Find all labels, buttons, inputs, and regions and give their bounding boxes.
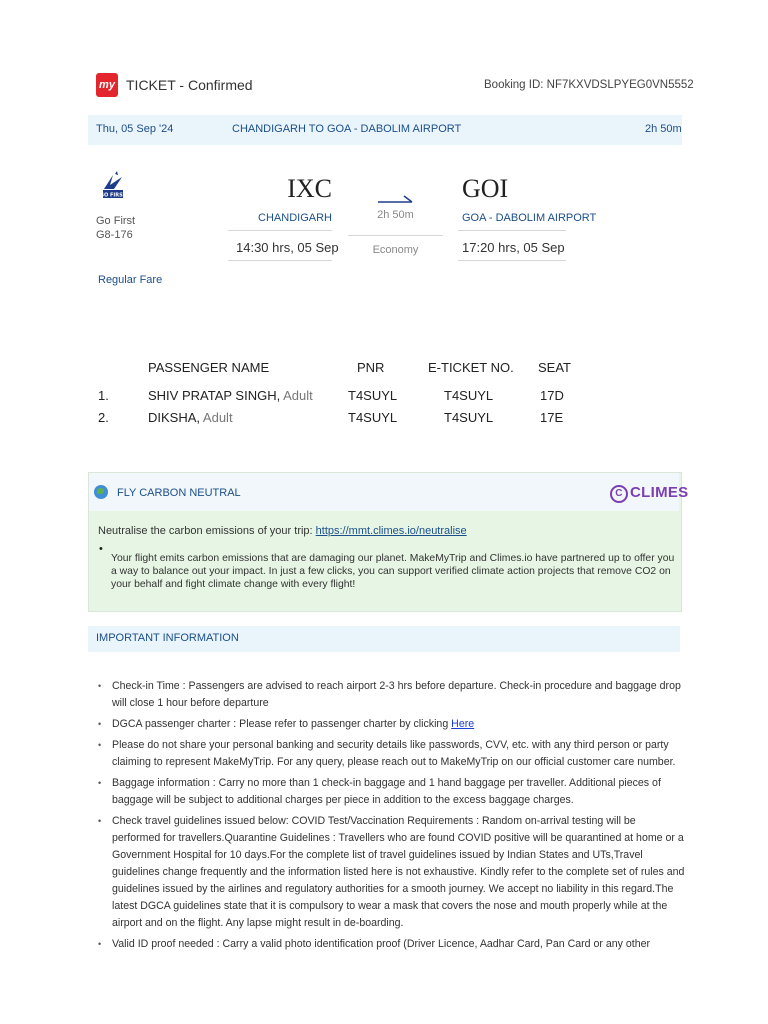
fare-type: Regular Fare bbox=[98, 274, 163, 286]
bullet-icon: • bbox=[99, 543, 103, 555]
arrival-city: GOA - DABOLIM AIRPORT bbox=[462, 212, 597, 224]
passenger-name-text: SHIV PRATAP SINGH, bbox=[148, 388, 281, 403]
trip-route: CHANDIGARH TO GOA - DABOLIM AIRPORT bbox=[232, 123, 462, 135]
info-item bbox=[96, 716, 686, 733]
passenger-name-text: DIKSHA, bbox=[148, 410, 201, 425]
info-item: • Please do not share your personal banking and security details like passwords, CVV, etc. with any third person or party claiming to represent MakeMyTrip. For any query, please reach out to MakeMyTrip on our official customer care number. bbox=[96, 737, 686, 771]
divider bbox=[458, 230, 566, 231]
divider bbox=[348, 235, 443, 236]
passenger-type: Adult bbox=[283, 388, 313, 403]
passenger-eticket: T4SUYL bbox=[444, 388, 494, 403]
passenger-pnr: T4SUYL bbox=[348, 410, 398, 425]
departure-time: 14:30 hrs, 05 Sep bbox=[236, 240, 339, 255]
departure-code: IXC bbox=[287, 174, 332, 203]
neutralise-link[interactable]: https://mmt.climes.io/neutralise bbox=[315, 525, 467, 537]
carbon-description: Your flight emits carbon emissions that are damaging our planet. MakeMyTrip and Climes.io have partnered up to offer you a way to balance out your impact. In just a few clicks, you can support verified climate action projects that remove CO2 on your behalf and fight climate change with every flight! bbox=[111, 553, 675, 590]
passenger-seat: 17D bbox=[540, 388, 564, 403]
trip-date: Thu, 05 Sep '24 bbox=[96, 123, 174, 135]
info-item: • Baggage information : Carry no more than 1 check-in baggage and 1 hand baggage per traveller. Additional pieces of baggage will be subject to additional charges per piece in addition to the excess baggage charges. bbox=[96, 775, 686, 809]
passenger-name bbox=[148, 410, 233, 425]
departure-city: CHANDIGARH bbox=[258, 212, 332, 224]
info-item-text: DGCA passenger charter : Please refer to passenger charter by clicking bbox=[112, 718, 452, 730]
passenger-pnr: T4SUYL bbox=[348, 388, 398, 403]
trip-duration: 2h 50m bbox=[645, 123, 682, 135]
important-info-title: IMPORTANT INFORMATION bbox=[96, 632, 239, 644]
info-item: • Check travel guidelines issued below: COVID Test/Vaccination Requirements : Random on-arrival testing will be performed for travellers.Quarantine Guidelines : Travellers who are found COVID positive will be quarantined at home or a Government Hospital for 10 days.For the complete list of travel guidelines issued by Indian States and UTs,Travel guidelines change frequently and the information listed here is not exhaustive. Kindly refer to the complete set of rules and guidelines issued by the airlines and regulatory authorities for a smooth journey. We accept no liability in this regard.The latest DGCA guidelines state that it is compulsory to wear a mask that covers the nose and mouth properly while at the airport and on the flight. Any lapse might result in de-boarding. bbox=[96, 813, 686, 932]
arrival-time: 17:20 hrs, 05 Sep bbox=[462, 240, 565, 255]
passenger-seat: 17E bbox=[540, 410, 564, 425]
passenger-charter-link[interactable]: Here bbox=[451, 718, 475, 730]
ticket-status-title: TICKET - Confirmed bbox=[126, 77, 253, 93]
divider bbox=[228, 230, 332, 231]
neutralise-text: Neutralise the carbon emissions of your trip: bbox=[98, 525, 316, 537]
col-header-seat: SEAT bbox=[538, 360, 571, 375]
globe-icon bbox=[94, 485, 108, 499]
climes-logo-text: CLIMES bbox=[630, 484, 689, 501]
neutralise-intro bbox=[98, 525, 467, 537]
climes-logo bbox=[610, 484, 688, 503]
airline-logo-text: GO FIRST bbox=[100, 192, 126, 199]
flight-number: G8-176 bbox=[96, 229, 133, 241]
passenger-name bbox=[148, 388, 313, 403]
flight-duration: 2h 50m bbox=[377, 209, 414, 221]
col-header-eticket: E-TICKET NO. bbox=[428, 360, 514, 375]
go-first-logo-icon bbox=[100, 171, 126, 201]
col-header-pnr: PNR bbox=[357, 360, 385, 375]
passenger-type: Adult bbox=[202, 410, 233, 425]
passenger-eticket: T4SUYL bbox=[444, 410, 494, 425]
info-item: • Check-in Time : Passengers are advised to reach airport 2-3 hrs before departure. Check-in procedure and baggage drop will close 1 hour before departure bbox=[96, 678, 686, 712]
airline-name: Go First bbox=[96, 215, 136, 227]
booking-id: Booking ID: NF7KXVDSLPYEG0VN5552 bbox=[484, 79, 694, 91]
col-header-passenger-name: PASSENGER NAME bbox=[148, 360, 270, 375]
divider bbox=[228, 260, 332, 261]
info-item: • Valid ID proof needed : Carry a valid photo identification proof (Driver Licence, Aadhar Card, Pan Card or any other bbox=[96, 936, 686, 953]
divider bbox=[458, 260, 566, 261]
makemytrip-logo: my bbox=[96, 73, 118, 97]
arrival-code: GOI bbox=[462, 174, 509, 203]
carbon-neutral-title: FLY CARBON NEUTRAL bbox=[117, 487, 241, 499]
cabin-class: Economy bbox=[372, 244, 419, 256]
passenger-index: 1. bbox=[98, 388, 109, 403]
important-info-list bbox=[96, 678, 686, 957]
passenger-index: 2. bbox=[98, 410, 109, 425]
climes-mark-icon: C bbox=[610, 485, 628, 503]
flight-arrow-icon bbox=[378, 188, 414, 204]
